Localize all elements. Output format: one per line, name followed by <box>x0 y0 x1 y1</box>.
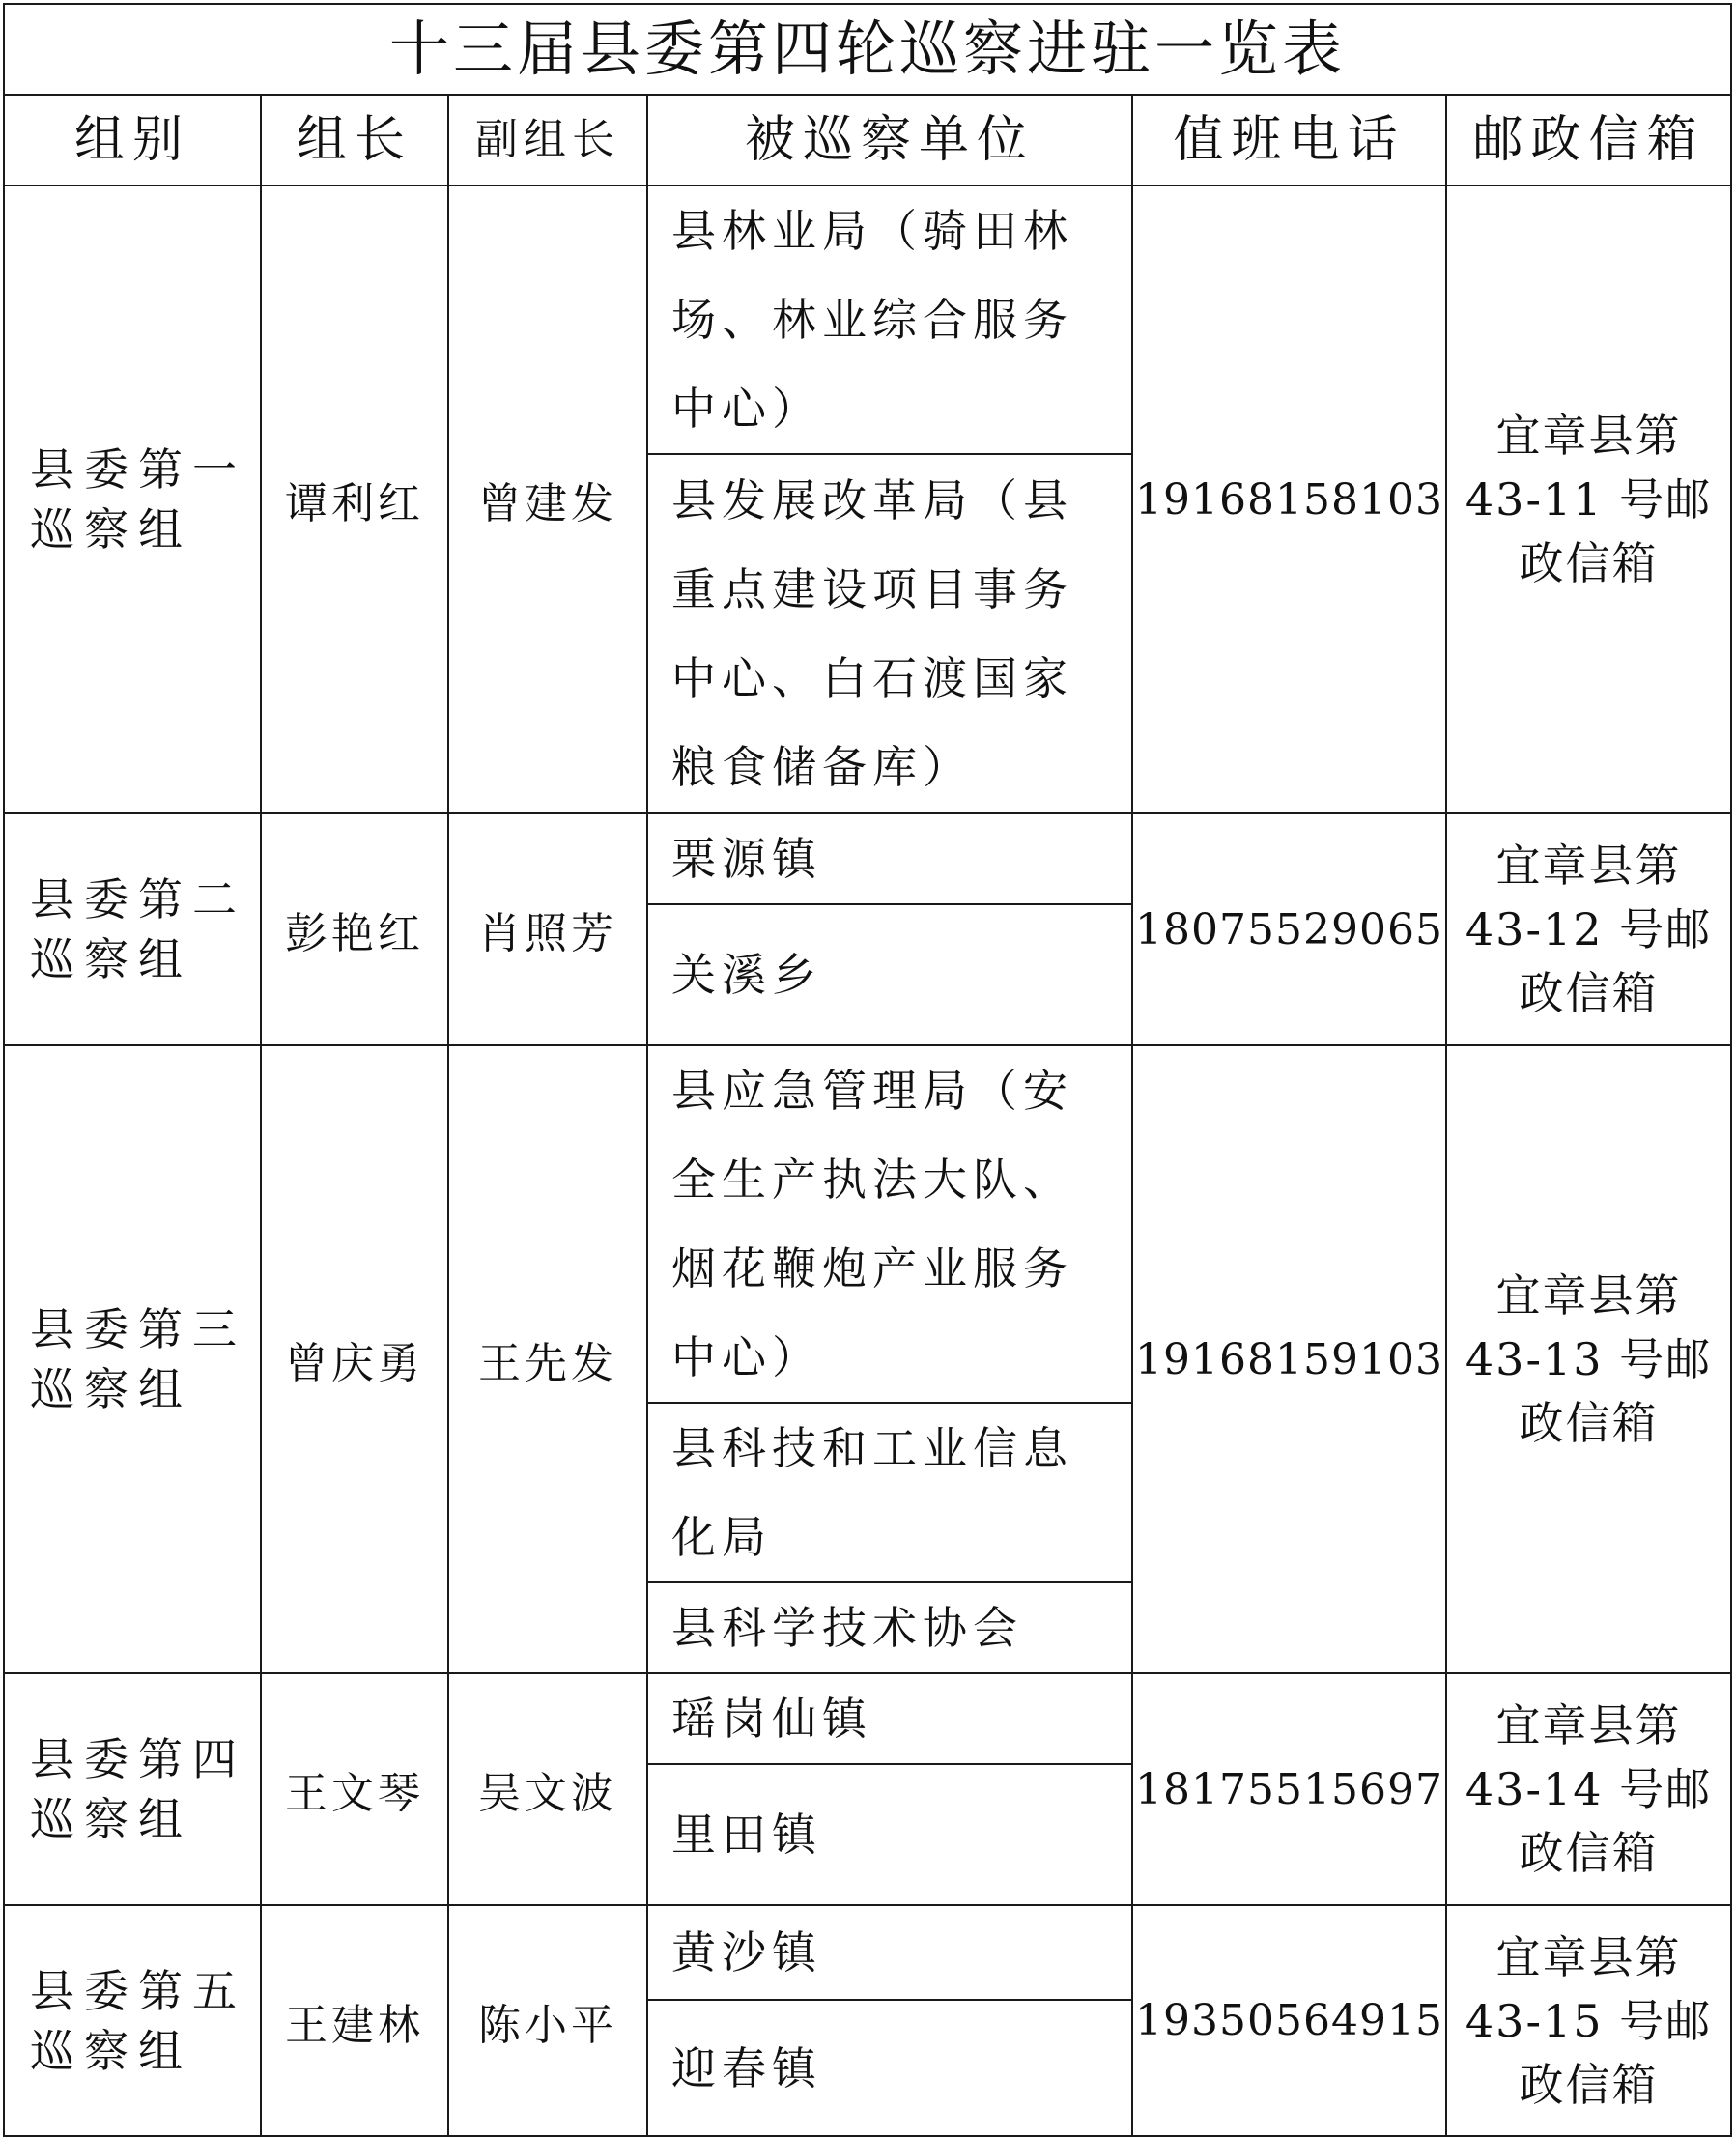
mailbox-line: 政信箱 <box>1519 537 1659 589</box>
inspected-unit: 黄沙镇 <box>647 1905 1132 2000</box>
table-row <box>4 185 1731 454</box>
mailbox-line: 43-14 号邮 <box>1465 1763 1713 1815</box>
inspected-unit: 县林业局（骑田林场、林业综合服务中心） <box>647 185 1132 454</box>
group-deputy: 陈小平 <box>448 1905 647 2136</box>
inspection-roster-table <box>3 3 1732 2137</box>
postal-mailbox <box>1446 185 1731 813</box>
postal-mailbox <box>1446 1045 1731 1673</box>
inspected-unit: 里田镇 <box>647 1764 1132 1905</box>
group-leader: 彭艳红 <box>261 813 448 1045</box>
group-leader: 王建林 <box>261 1905 448 2136</box>
header-mailbox: 邮政信箱 <box>1446 95 1731 185</box>
mailbox-line: 政信箱 <box>1519 1827 1659 1879</box>
header-phone: 值班电话 <box>1132 95 1446 185</box>
mailbox-line: 宜章县第 <box>1495 1930 1682 1983</box>
mailbox-line: 43-15 号邮 <box>1465 1994 1713 2047</box>
group-leader: 曾庆勇 <box>261 1045 448 1673</box>
mailbox-line: 宜章县第 <box>1495 410 1682 462</box>
table-row <box>4 813 1731 904</box>
inspected-unit: 关溪乡 <box>647 904 1132 1045</box>
inspected-unit: 迎春镇 <box>647 2000 1132 2136</box>
duty-phone: 18075529065 <box>1132 813 1446 1045</box>
header-group: 组别 <box>4 95 261 185</box>
header-row <box>4 95 1731 185</box>
group-name: 县委第三巡察组 <box>4 1045 261 1673</box>
group-name: 县委第一巡察组 <box>4 185 261 813</box>
header-leader: 组长 <box>261 95 448 185</box>
mailbox-line: 宜章县第 <box>1495 1269 1682 1322</box>
table-row <box>4 1673 1731 1764</box>
duty-phone: 19350564915 <box>1132 1905 1446 2136</box>
group-deputy: 王先发 <box>448 1045 647 1673</box>
inspected-unit: 瑶岗仙镇 <box>647 1673 1132 1764</box>
inspected-unit: 县科学技术协会 <box>647 1582 1132 1673</box>
inspected-unit: 栗源镇 <box>647 813 1132 904</box>
group-deputy: 吴文波 <box>448 1673 647 1905</box>
mailbox-line: 政信箱 <box>1519 1397 1659 1449</box>
duty-phone: 19168158103 <box>1132 185 1446 813</box>
postal-mailbox <box>1446 1673 1731 1905</box>
header-unit: 被巡察单位 <box>647 95 1132 185</box>
table-row <box>4 1045 1731 1403</box>
group-leader: 谭利红 <box>261 185 448 813</box>
group-name: 县委第四巡察组 <box>4 1673 261 1905</box>
group-name: 县委第五巡察组 <box>4 1905 261 2136</box>
table-title: 十三届县委第四轮巡察进驻一览表 <box>4 4 1731 95</box>
table-row <box>4 1905 1731 2000</box>
duty-phone: 19168159103 <box>1132 1045 1446 1673</box>
header-deputy: 副组长 <box>448 95 647 185</box>
mailbox-line: 政信箱 <box>1519 967 1659 1019</box>
inspected-unit: 县发展改革局（县重点建设项目事务中心、白石渡国家粮食储备库） <box>647 454 1132 813</box>
mailbox-line: 43-13 号邮 <box>1465 1333 1713 1385</box>
duty-phone: 18175515697 <box>1132 1673 1446 1905</box>
mailbox-line: 政信箱 <box>1519 2058 1659 2111</box>
mailbox-line: 宜章县第 <box>1495 840 1682 892</box>
postal-mailbox <box>1446 1905 1731 2136</box>
group-deputy: 曾建发 <box>448 185 647 813</box>
group-deputy: 肖照芳 <box>448 813 647 1045</box>
group-name: 县委第二巡察组 <box>4 813 261 1045</box>
mailbox-line: 43-11 号邮 <box>1465 473 1713 526</box>
inspected-unit: 县科技和工业信息化局 <box>647 1403 1132 1582</box>
group-leader: 王文琴 <box>261 1673 448 1905</box>
mailbox-line: 43-12 号邮 <box>1465 903 1713 955</box>
inspected-unit: 县应急管理局（安全生产执法大队、烟花鞭炮产业服务中心） <box>647 1045 1132 1403</box>
title-row <box>4 4 1731 95</box>
postal-mailbox <box>1446 813 1731 1045</box>
mailbox-line: 宜章县第 <box>1495 1699 1682 1752</box>
